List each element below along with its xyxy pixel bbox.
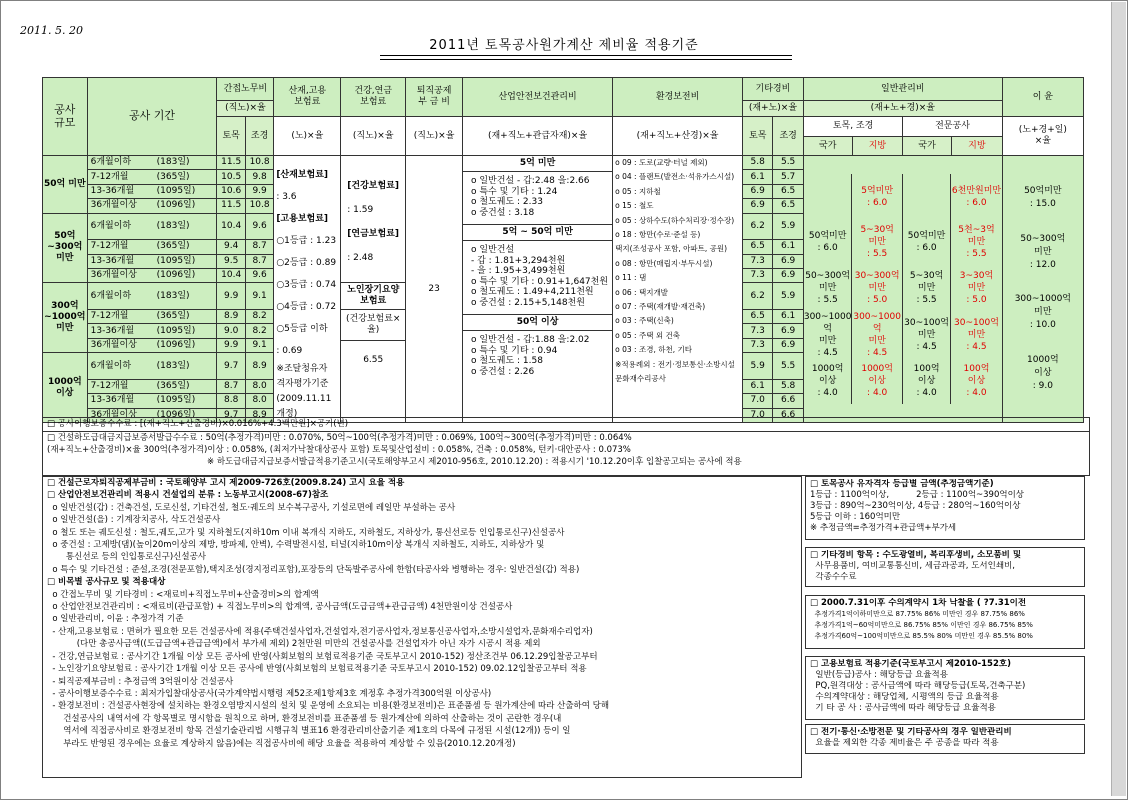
list-line: o 철도궤도 : 2.33 [471,197,543,207]
note-line: o 일반건설(갑) : 건축건설, 도로신설, 기타건설, 철도·궤도의 보수복구공사, 기설로면에 레일만 부설하는 공사 [47,502,456,513]
etc-building-value: 5.8 [773,379,803,393]
health-insurance-cell [341,156,406,423]
period-cell [87,310,217,324]
period-name: 7-12개월 [90,381,129,392]
indirect-building-value: 9.6 [245,213,273,240]
safety-cost-cell [463,156,613,423]
etc-civil-value: 5.9 [743,353,773,380]
col-etc-civil: 토목 [743,117,773,156]
insurance-rate-n1: ※조달청유자 [276,364,328,374]
insurance-rate-a1: [산재보험료] [276,170,329,180]
note-line: □ 토목공사 유자격자 등급별 금액(추정금액기준) [810,479,994,489]
list-line: o 특수 및 기타 : 0.91+1,647천원 [471,276,609,287]
note-line: □ 기타경비 항목 : 수도광열비, 복리후생비, 소모품비 및 [810,550,1022,560]
list-line: o 03 : 조경, 하천, 기타 [615,345,692,355]
list-line: o 05 : 상하수도(하수처리장·정수장) [615,215,735,225]
scale-label: 300억~1000억 미만 [44,301,86,334]
etc-expense-box [805,547,1085,587]
document-title: 2011년 토목공사원가계산 제비율 적용기준 [429,38,699,53]
subcontract-fee-box [42,431,1090,476]
safety-tier-1: 5억 미만 [463,156,612,172]
etc-building-value: 5.9 [773,283,803,310]
list-line: o 07 : 주택(재개발·재건축) [615,302,706,312]
profit-sub: (노+경+일) ×율 [1002,117,1083,156]
general-rate-value: 100억 이상 : 4.0 [963,364,990,399]
safety-tier-2: 5억 ~ 50억 미만 [463,224,612,241]
etc-civil-value: 6.9 [743,199,773,213]
note-line: - 건강,연금보험료 : 공사기간 1개월 이상 모든 공사에 반영(사회보험의 보험료적용기준 국토부고시 2010-152) 정산조건부 06.12.29입찰공고부터 [47,651,598,662]
etc-building-value: 6.1 [773,240,803,254]
indirect-civil-value: 8.8 [217,394,245,408]
indirect-building-value: 8.7 [245,240,273,254]
etc-civil-value: 6.5 [743,310,773,324]
indirect-civil-value: 9.9 [217,338,245,352]
list-line: o 일반건설 - 갑:1.88 을:2.02 [471,335,590,345]
note-line: 추정가격1억~60억미만으로 86.75% 85% 이만인 경우 86.75% 85% [810,621,1033,629]
indirect-civil-value: 9.9 [217,283,245,310]
note-line: 건설공사의 내역서에 각 항목별로 명시함을 원칙으로 하며, 환경보전비를 표준품셈 등 원가계산에 의하여 산출하는 것이 곤란한 경우(내 [47,713,562,724]
health-rate-h2: : 1.59 [347,205,374,215]
general-rate-value: 100억 이상 : 4.0 [903,359,951,405]
note-line: 3등급 : 890억~230억이상, 4등급 : 280억~160억이상 [810,501,1021,511]
document-date: 2011. 5. 20 [20,24,83,37]
etc-building-value: 6.9 [773,338,803,352]
period-cell [87,324,217,338]
etc-building-value: 6.6 [773,408,803,422]
gen-civil-local: 지방 [853,137,904,155]
etc-civil-value: 6.9 [743,184,773,198]
note-line: o 특수 및 기타건설 : 준설,조경(전문포함),택지조성(경지정리포함),포장등의 단독발주공사에 한함(타공사와 병행하는 경우: 일반건설(갑) 적용) [47,564,580,575]
general-rate-value: 30~100억 미만 : 4.5 [954,317,999,352]
list-line: o 중건설 : 2.15+5,148천원 [471,297,585,308]
header-general: 일반관리비 [803,78,1002,101]
period-days: (365일) [156,311,190,322]
general-rate-value: 6천만원미만 : 6.0 [951,185,1002,208]
etc-building-value: 6.6 [773,394,803,408]
subcontract-line-3: ※ 하도급대금지급보증서발급적용기준고시(국토해양부고시 제2010-956호, 2010.12.20) : 적용시기 '10.12.20이후 입찰공고되는 공사에 적용 [207,457,742,467]
rate-table [42,77,1084,423]
insurance-rate-a2: : 3.6 [276,192,297,202]
etc-building-value: 5.5 [773,353,803,380]
indirect-building-value: 8.9 [245,353,273,380]
list-line: o 18 : 항만(수로·준설 등) [615,230,701,240]
period-days: (183일) [156,220,190,231]
note-line: - 환경보전비 : 건설공사현장에 설치하는 환경오염방지시설의 설치 및 운영에 소요되는 비용(환경보전비)은 표준품셈 등 원가계산에 따라 산출하여 당해 [47,701,610,712]
note-line: o 일반건설(을) : 기계장치공사, 삭도건설공사 [47,515,221,526]
guarantee-fee-note: □ 공사이행보증수수료 : [(재+직노+산출경비)×0.016%+4.3백만원]×공기(년) [42,417,1090,432]
insurance-rate-a3: [고용보험료] [276,214,329,224]
scale-cell [43,213,88,283]
period-cell [87,283,217,310]
indirect-building-value: 10.8 [245,199,273,213]
note-line: PQ,원격대상 : 공사금액에 따라 해당등급(토목,건축구분) [810,681,1026,691]
note-line: - 퇴직공제부금비 : 추정금액 3억원이상 건설공사 [47,676,234,687]
indirect-sub: (직노)×율 [217,101,274,117]
etc-building-value: 6.1 [773,310,803,324]
etc-building-value: 5.7 [773,170,803,184]
indirect-civil-value: 10.6 [217,184,245,198]
list-line: o 11 : 댐 [615,273,647,283]
etc-civil-value: 6.2 [743,283,773,310]
etc-building-value: 6.5 [773,184,803,198]
indirect-building-value: 9.9 [245,184,273,198]
period-cell [87,379,217,393]
header-period: 공사 기간 [87,78,217,156]
list-line: o 08 : 항만(매립지·부두시설) [615,258,713,268]
general-sub: (재+노+경)×율 [803,101,1002,117]
grade-amount-box [805,476,1085,540]
note-line: ※ 추정금액=추정가격+관급액+부가세 [810,523,957,533]
header-retire: 퇴직공제 부 금 비 [406,78,463,117]
indirect-building-value: 10.8 [245,156,273,170]
note-line: - 노인장기요양보험료 : 공사기간 1개월 이상 모든 공사에 반영(사회보험의 보험료적용기준 국토부고시 2010-152) 09.02.12입찰공고부터 적용 [47,664,587,675]
insurance-rate-g1: ○1등급 : 1.23 [276,236,337,246]
header-health: 건강,연금 보험료 [341,78,406,117]
general-rate-value [903,174,951,220]
indirect-building-value: 9.8 [245,170,273,184]
period-cell [87,338,217,352]
etc-civil-value: 7.0 [743,408,773,422]
insurance-rate-g2: ○2등급 : 0.89 [276,258,337,268]
list-line: o 일반건설 [471,245,515,255]
ltc-insurance-rate: 6.55 [341,340,405,380]
env-sub: (재+직노+산경)×율 [613,117,743,156]
gen-special-label: 전문공사 [935,121,970,131]
indirect-civil-value: 9.5 [217,254,245,268]
list-line: o 05 : 주택 외 건축 [615,330,680,340]
indirect-building-value: 8.2 [245,310,273,324]
gen-special-local: 지방 [952,137,1002,155]
bid-rate-box [805,595,1085,649]
insurance-rate-g4: ○4등급 : 0.72 [276,302,337,312]
indirect-civil-value: 10.4 [217,213,245,240]
gen-civil-gov: 국가 [804,137,853,155]
period-cell [87,156,217,170]
list-line: o 15 : 철도 [615,201,654,211]
profit-rate-value: 300~1000억 미만 : 10.0 [1014,294,1072,331]
period-days: (365일) [156,381,190,392]
header-indirect: 간접노무비 [217,78,274,101]
period-name: 13-36개월 [90,325,135,336]
list-line: o 03 : 주택(신축) [615,316,674,326]
period-days: (1095일) [156,185,196,196]
general-rate-value: 5억미만 : 6.0 [852,174,902,220]
period-name: 6개월이하 [90,290,132,301]
note-line: o 일반관리비, 이윤 : 추정가격 기준 [47,614,184,625]
title-underline [380,55,792,60]
scale-cell [43,283,88,353]
period-cell [87,254,217,268]
period-days: (183일) [156,290,190,301]
list-line: o 05 : 지하철 [615,186,661,196]
general-rate-value: 300~1000억 미만 : 4.5 [803,311,852,358]
period-name: 36개월이상 [90,339,137,350]
vertical-scrollbar[interactable] [1111,2,1126,796]
period-days: (1096일) [156,409,196,420]
note-line: □ 2000.7.31이후 수의계약시 1차 낙찰율 ( ?7.31이전 [810,598,1027,608]
insurance-rate-n2: 격자평가기준 [276,379,329,389]
period-days: (365일) [156,241,190,252]
period-days: (1096일) [156,270,196,281]
general-subheader [803,117,1002,156]
note-line: o 간접노무비 및 기타경비 : <재료비+직접노무비+산출경비>의 합계액 [47,589,319,600]
list-line: o 09 : 도로(교량·터널 제외) [615,158,708,167]
general-rate-value: 50억미만 : 6.0 [903,219,951,265]
etc-building-value: 6.9 [773,324,803,338]
etc-building-value: 5.9 [773,213,803,240]
profit-rate-value: 50~300억 미만 : 12.0 [1020,233,1066,270]
env-cost-cell [613,156,743,423]
note-line: - 산재,고용보험료 : 면허가 필요한 모든 건설공사에 적용(주택건설사업자,건설업자,전기공사업자,정보통신공사업자,소방시설업자,문화재수리업자) [47,626,593,637]
period-name: 36개월이상 [90,270,137,281]
indirect-building-value: 8.2 [245,324,273,338]
period-name: 6개월이하 [90,157,132,168]
safety-sub: (재+직노+관급자재)×율 [463,117,613,156]
insurance-rate-g5: ○5등급 이하 [276,324,328,334]
general-rate-value: 1000억 이상 : 4.0 [852,359,902,405]
period-cell [87,268,217,282]
period-name: 13-36개월 [90,255,135,266]
subcontract-line-1: □ 건설하도급대금지급보증서발급수수료 : 50억(추정가격)미만 : 0.070%, 50억~100억(추정가격)미만 : 0.069%, 100억~300억(추정가격)미만 : 0.064% [47,433,632,443]
indirect-building-value: 9.1 [245,338,273,352]
note-line: 추정가격60억~100억미만으로 85.5% 80% 미만인 경우 85.5% 80% [810,632,1033,640]
general-rate-value: 30~300억 미만 : 5.0 [852,265,902,311]
health-rate-h4: : 2.48 [347,253,374,263]
list-line: o 특수 및 기타 : 0.94 [471,345,558,356]
note-line: □ 비목별 공사규모 및 적용대상 [47,577,166,588]
etc-civil-value: 6.1 [743,170,773,184]
scale-label: 1000억 이상 [47,376,82,398]
note-line: 사무용품비, 여비교통통신비, 세금과공과, 도서인쇄비, [810,561,1015,571]
insurance-rate-g6: : 0.69 [276,346,303,356]
period-cell [87,353,217,380]
note-line: 통신선로 등의 인입통로신구)신설공사 [47,552,207,563]
etc-civil-value: 7.3 [743,268,773,282]
note-line: □ 건설근로자퇴직공제부금비 : 국토해양부 고시 제2009-726호(2009.8.24) 고시 요율 적용 [47,478,405,488]
etc-civil-value: 7.3 [743,254,773,268]
subcontract-line-2: (재+직노+산출경비)×율 300억(추정가격)이상 : 0.058%, (최저가낙찰대상공사 포함) 토목및산업설비 : 0.058%, 건축 : 0.058%, 턴키·대안공사 : 0.073% [47,445,631,455]
general-rate-value: 300~1000억 미만 : 4.5 [853,311,901,358]
indirect-civil-value: 10.4 [217,268,245,282]
col-etc-building: 조경 [773,117,803,156]
note-line: □ 고용보험료 적용기준(국토부고시 제2010-152호) [810,659,1011,669]
header-profit: 이 윤 [1002,78,1083,117]
insurance-rate-g3: ○3등급 : 0.74 [276,280,337,290]
period-cell [87,240,217,254]
general-rate-value [804,174,853,220]
period-days: (1095일) [156,395,196,406]
indirect-building-value: 8.0 [245,379,273,393]
list-line: o 중건설 : 3.18 [471,207,535,218]
period-cell [87,394,217,408]
indirect-building-value: 8.9 [245,408,273,422]
header-etc: 기타경비 [743,78,804,101]
etc-civil-value: 6.1 [743,379,773,393]
general-rate-value: 30~100억 미만 : 4.5 [903,311,951,359]
period-days: (1095일) [156,325,196,336]
list-line: o 04 : 플랜트(발전소·석유가스시설) [615,172,735,182]
ltc-insurance-base: (건강보험료×율) [341,309,405,340]
insurance-rate-n3: (2009.11.11개정) [276,394,332,419]
note-line: 일반(등급)공사 : 해당등급 요율적용 [810,670,948,680]
safety-tier-3: 50억 이상 [463,314,612,331]
period-name: 36개월이상 [90,409,137,420]
indirect-building-value: 8.0 [245,394,273,408]
health-rate-h3: [연금보험료] [347,229,399,239]
indirect-civil-value: 9.4 [217,240,245,254]
indirect-civil-value: 11.5 [217,156,245,170]
header-industrial: 산재,고용 보험료 [274,78,341,117]
indirect-civil-value: 9.7 [217,408,245,422]
note-line: 역서에 직접공사비로 환경보전비 항목 건설기술관리법 시행규칙 별표16 환경관리비산출기준 제1호의 다목에 규정된 시설(12개)) 등이 일 [47,726,571,737]
etc-building-value: 5.5 [773,156,803,170]
health-rate-h1: [건강보험료] [347,181,399,191]
etc-civil-value: 6.2 [743,213,773,240]
period-cell [87,170,217,184]
general-rate-value: 5천~3억 미만 : 5.5 [958,225,995,260]
list-line: o 일반건설 - 갑:2.48 을:2.66 [471,176,590,186]
general-admin-cell [803,156,1002,423]
period-days: (183일) [156,360,190,371]
note-line: o 중건설 : 고제방(댐)(높이20m이상의 제방, 방파제, 안벽), 수력발전시설, 터널(지하10m이상 복개식 지하철도, 지하도, 지하상가 및 [47,540,545,551]
list-line: o 06 : 택지개발 [615,287,668,297]
gen-civil-label: 토목, 조경 [804,117,903,136]
period-name: 7-12개월 [90,171,129,182]
general-rate-value: 5~30억 미만 : 5.5 [852,219,902,265]
period-name: 13-36개월 [90,185,135,196]
indirect-building-value: 8.7 [245,254,273,268]
scale-cell [43,156,88,214]
period-name: 7-12개월 [90,241,129,252]
indirect-civil-value: 10.5 [217,170,245,184]
etc-building-value: 6.9 [773,268,803,282]
etc-civil-value: 6.5 [743,240,773,254]
etc-sub: (재+노)×율 [743,101,804,117]
ltc-insurance-title: 노인장기요양 보험료 [347,285,400,306]
list-line: o 중건설 : 2.26 [471,366,535,377]
period-days: (365일) [156,171,190,182]
col-building: 조경 [245,117,273,156]
general-rate-value: 5~30억 미만 : 5.5 [903,265,951,311]
indirect-civil-value: 9.7 [217,353,245,380]
gen-special-gov: 국가 [903,137,952,155]
period-days: (183일) [156,157,190,168]
retire-sub: (직노)×율 [406,117,463,156]
period-name: 7-12개월 [90,311,129,322]
electric-works-box [805,724,1085,754]
general-rate-value: 50억미만 : 6.0 [804,219,853,265]
list-line: ※적용례외 : 전기·정보통신·소방시설 [615,359,735,369]
profit-cell [1002,156,1083,423]
list-line: 문화재수리공사 [615,374,666,384]
period-name: 6개월이하 [90,220,132,231]
general-rate-value: 1000억 이상 : 4.0 [804,359,853,405]
note-line: □ 전기·통신·소방전문 및 기타공사의 경우 일반관리비 [810,727,1012,737]
retire-fee-cell: 23 [406,156,463,423]
period-cell [87,184,217,198]
indirect-civil-value: 11.5 [217,199,245,213]
header-env: 환경보전비 [613,78,743,117]
notes-left-box [42,476,802,778]
note-line: 추정가격1억이하미만으로 87.75% 86% 미만인 경우 87.75% 86% [810,610,1025,618]
indirect-civil-value: 8.9 [217,310,245,324]
list-line: - 을 : 1.95+3,499천원 [471,266,566,276]
scale-label: 50억~300억 미만 [47,231,83,264]
note-line: 1등급 : 1100억이상, 2등급 : 1100억~390억이상 [810,490,1025,500]
general-rate-value: 3~30억 미만 : 5.0 [959,270,994,305]
list-line: - 갑 : 1.81+3,294천원 [471,255,566,266]
header-scale: 공사 규모 [43,78,88,156]
period-cell [87,213,217,240]
indirect-civil-value: 8.7 [217,379,245,393]
list-line: o 특수 및 기타 : 1.24 [471,186,558,197]
etc-civil-value: 7.0 [743,394,773,408]
period-days: (1096일) [156,339,196,350]
period-name: 6개월이하 [90,360,132,371]
period-name: 13-36개월 [90,395,135,406]
list-line: o 철도궤도 : 1.58 [471,356,543,366]
etc-civil-value: 7.3 [743,338,773,352]
period-cell [87,199,217,213]
note-line: □ 산업안전보건관리비 적용시 건설업의 분류 : 노동부고시(2008-67)참조 [47,490,329,501]
scale-cell [43,353,88,423]
employment-insurance-box [805,656,1085,720]
period-name: 36개월이상 [90,200,137,211]
note-line: o 산업안전보건관리비 : <재료비(관급포함) + 직접노무비>의 합계액, 공사금액(도급금액+관급금액) 4천만원이상 건설공사 [47,602,513,613]
indirect-building-value: 9.6 [245,268,273,282]
industrial-sub: (노)×율 [274,117,341,156]
col-civil: 토목 [217,117,245,156]
indirect-building-value: 9.1 [245,283,273,310]
header-safety: 산업안전보건관리비 [463,78,613,117]
scale-label: 50억 미만 [43,178,86,189]
etc-building-value: 6.5 [773,199,803,213]
profit-rate-value: 50억미만 : 15.0 [1024,185,1062,209]
note-line: 5등급 이하 : 160억미만 [810,512,901,522]
note-line: o 철도 또는 궤도신설 : 철도,궤도,고가 및 지하철도(지하10m 이내 복개식 지하도, 지하철도, 지하상가, 통신선로등 인입통로신구)신설공사 [47,527,565,538]
period-days: (1096일) [156,200,196,211]
note-line: 요율을 제외한 각종 제비율은 주 공종을 따라 적용 [810,738,999,748]
general-rate-value: 50~300억 미만 : 5.5 [804,265,853,311]
note-line: (다만 총공사금액((도급금액+관급금액)에서 부가세 제외) 2천만원 미만의 건설공사를 건설업자가 아닌 자가 시공시 적용 제외 [47,639,541,650]
profit-rate-value: 1000억 이상 : 9.0 [1027,355,1059,392]
note-line: 수의계약대상 : 해당업체, 시평액의 등급 요율적용 [810,692,999,702]
health-sub: (직노)×율 [341,117,406,156]
etc-civil-value: 7.3 [743,324,773,338]
list-line: 택지(조성공사 포함, 아파트, 공원) [615,244,728,254]
note-line: 각종수수료 [810,572,857,582]
industrial-insurance-cell [274,156,341,423]
indirect-civil-value: 9.0 [217,324,245,338]
period-days: (1095일) [156,255,196,266]
note-line: 부라도 반영된 경우에는 요율로 계상하지 않음)에는 직접공사비에 해당 요율을 적용하여 계상할 수 있음(2010.12.20개정) [47,738,516,749]
etc-civil-value: 5.8 [743,156,773,170]
list-line: o 철도궤도 : 1.49+4,211천원 [471,287,594,297]
note-line: - 공사이행보증수수료 : 최저가입찰대상공사(국가계약법시행령 제52조제1항제3호 계정후 추정가격300억원 이상공사) [47,688,492,699]
note-line: 기 타 공 사 : 공사금액에 따라 해당등급 요율적용 [810,703,996,713]
etc-building-value: 6.9 [773,254,803,268]
